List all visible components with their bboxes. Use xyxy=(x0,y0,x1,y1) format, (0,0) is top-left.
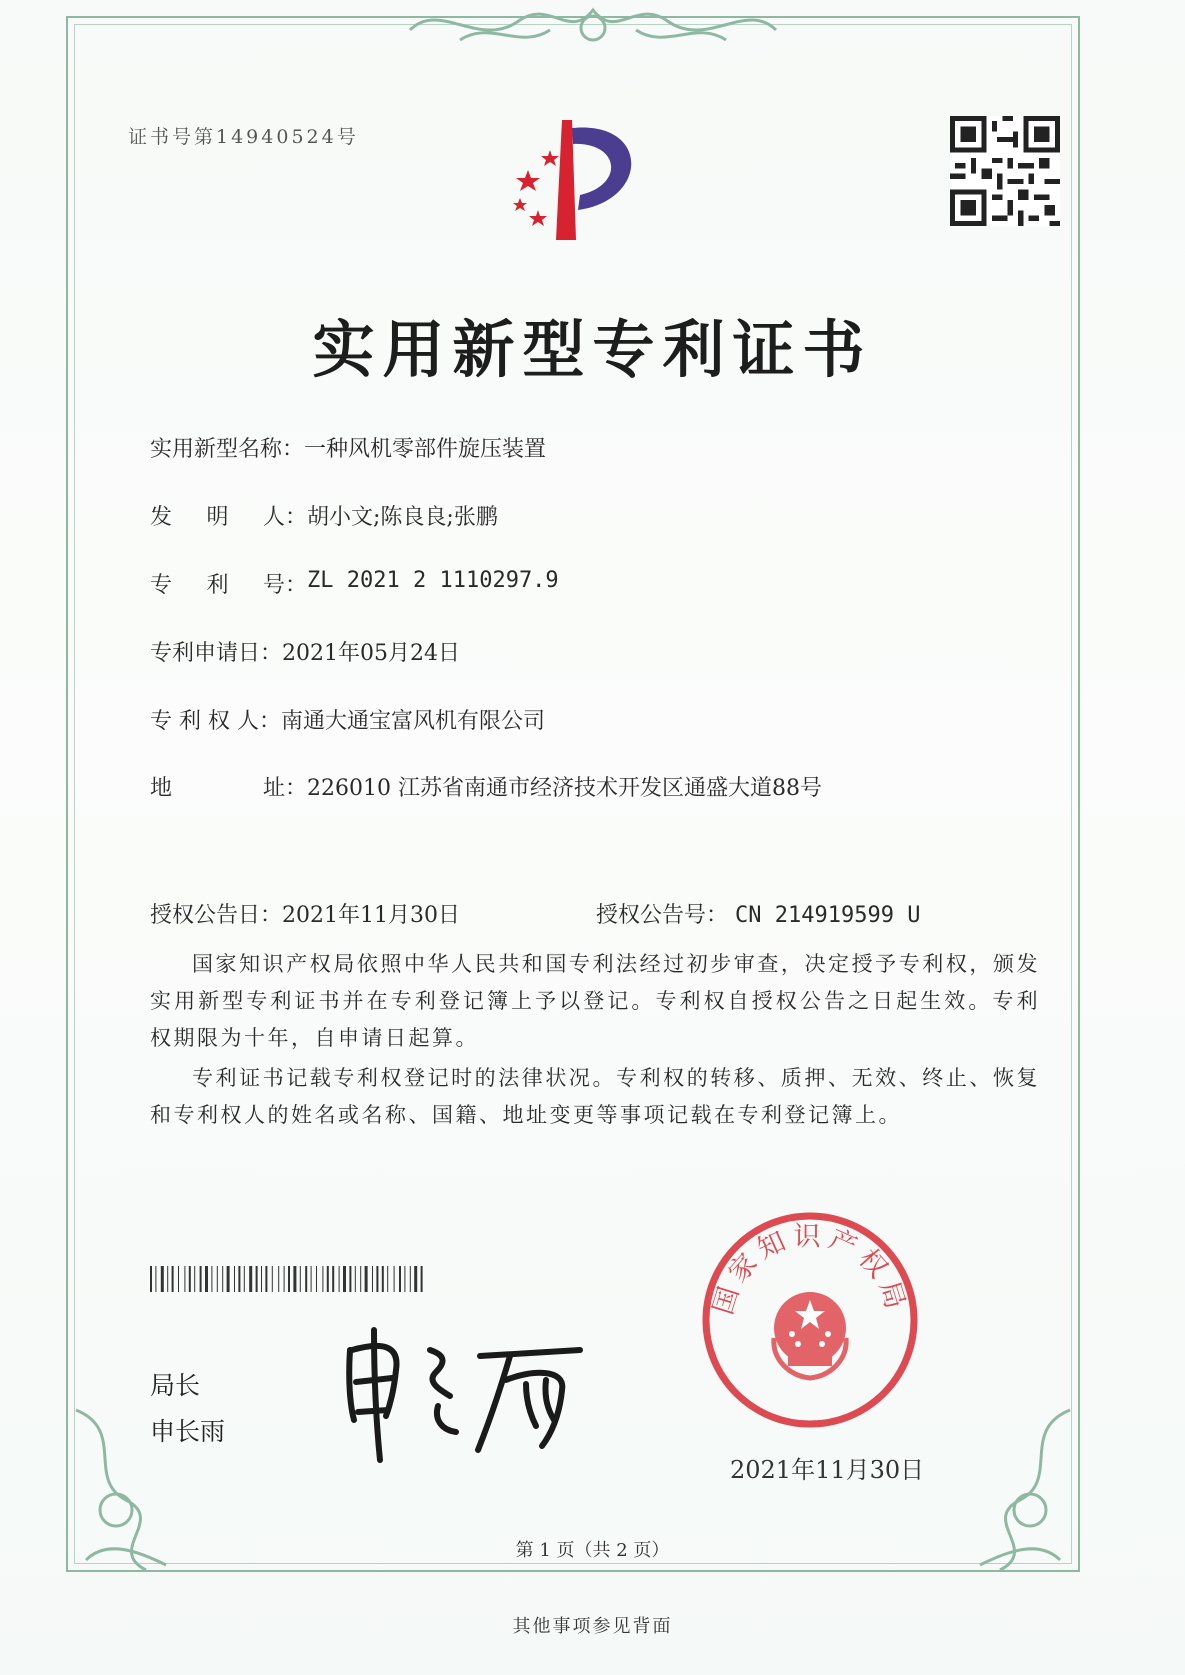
field-grant-date-label: 授权公告日： xyxy=(150,903,283,928)
page-number: 第 1 页（共 2 页） xyxy=(515,1540,670,1561)
director-name: 申长雨 xyxy=(150,1417,226,1446)
label-char: 址 xyxy=(262,776,285,801)
field-patentee xyxy=(150,704,545,735)
label-char: 号 xyxy=(262,573,285,598)
field-grant-no xyxy=(596,898,920,929)
field-patent-no-label xyxy=(150,568,285,599)
field-filing-date xyxy=(150,636,460,667)
label-char: 地 xyxy=(150,776,173,801)
label-char: 利 xyxy=(206,573,229,598)
seal-text: 国家知识产权局 xyxy=(707,1221,913,1319)
qr-code xyxy=(950,116,1060,226)
field-name-label: 实用新型名称： xyxy=(150,437,305,462)
field-patent-no xyxy=(150,568,559,599)
barcode xyxy=(150,1266,494,1292)
field-inventor-value: 胡小文;陈良良;张鹏 xyxy=(307,505,498,530)
paragraph-legal-status: 专利证书记载专利权登记时的法律状况。专利权的转移、质押、无效、终止、恢复和专利权人的姓名或名称、国籍、地址变更等事项记载在专利登记簿上。 xyxy=(150,1066,1040,1127)
label-char: 专 xyxy=(150,573,173,598)
field-inventor xyxy=(150,500,498,531)
official-seal xyxy=(700,1210,920,1430)
field-name-value: 一种风机零部件旋压装置 xyxy=(304,437,547,462)
field-filing-date-value: 2021年05月24日 xyxy=(282,641,460,666)
field-grant-date-value: 2021年11月30日 xyxy=(282,903,460,928)
director-title: 局长 xyxy=(150,1371,201,1400)
label-colon: ： xyxy=(285,776,308,801)
field-address xyxy=(150,771,822,802)
field-patent-no-value: ZL 2021 2 1110297.9 xyxy=(307,568,559,593)
field-patentee-value: 南通大通宝富风机有限公司 xyxy=(280,709,545,734)
patent-office-emblem-icon xyxy=(500,110,660,250)
field-grant-date xyxy=(150,898,460,929)
field-grant-no-value: CN 214919599 U xyxy=(735,903,921,928)
field-inventor-label xyxy=(150,500,285,531)
field-name xyxy=(150,432,546,463)
label-colon: ： xyxy=(285,505,308,530)
certificate-number: 证书号第14940524号 xyxy=(128,126,359,148)
top-ornament xyxy=(400,0,786,52)
field-address-value: 226010 江苏省南通市经济技术开发区通盛大道88号 xyxy=(307,776,822,801)
label-char: 明 xyxy=(206,505,229,530)
label-colon: ： xyxy=(285,573,308,598)
field-patentee-label: 专 利 权 人： xyxy=(150,709,281,734)
seal-date: 2021年11月30日 xyxy=(730,1456,925,1484)
field-address-label xyxy=(150,771,285,802)
label-char: 发 xyxy=(150,505,173,530)
paragraph-grant-decision: 国家知识产权局依照中华人民共和国专利法经过初步审查，决定授予专利权，颁发实用新型专利证书并在专利登记簿上予以登记。专利权自授权公告之日起生效。专利权期限为十年，自申请日起算。 xyxy=(150,952,1040,1050)
field-grant-no-label: 授权公告号： xyxy=(596,903,729,928)
certificate-title: 实用新型专利证书 xyxy=(312,313,873,386)
field-filing-date-label: 专利申请日： xyxy=(150,641,283,666)
footer-note: 其他事项参见背面 xyxy=(512,1616,673,1637)
director-signature xyxy=(330,1310,600,1470)
label-char: 人 xyxy=(262,505,285,530)
